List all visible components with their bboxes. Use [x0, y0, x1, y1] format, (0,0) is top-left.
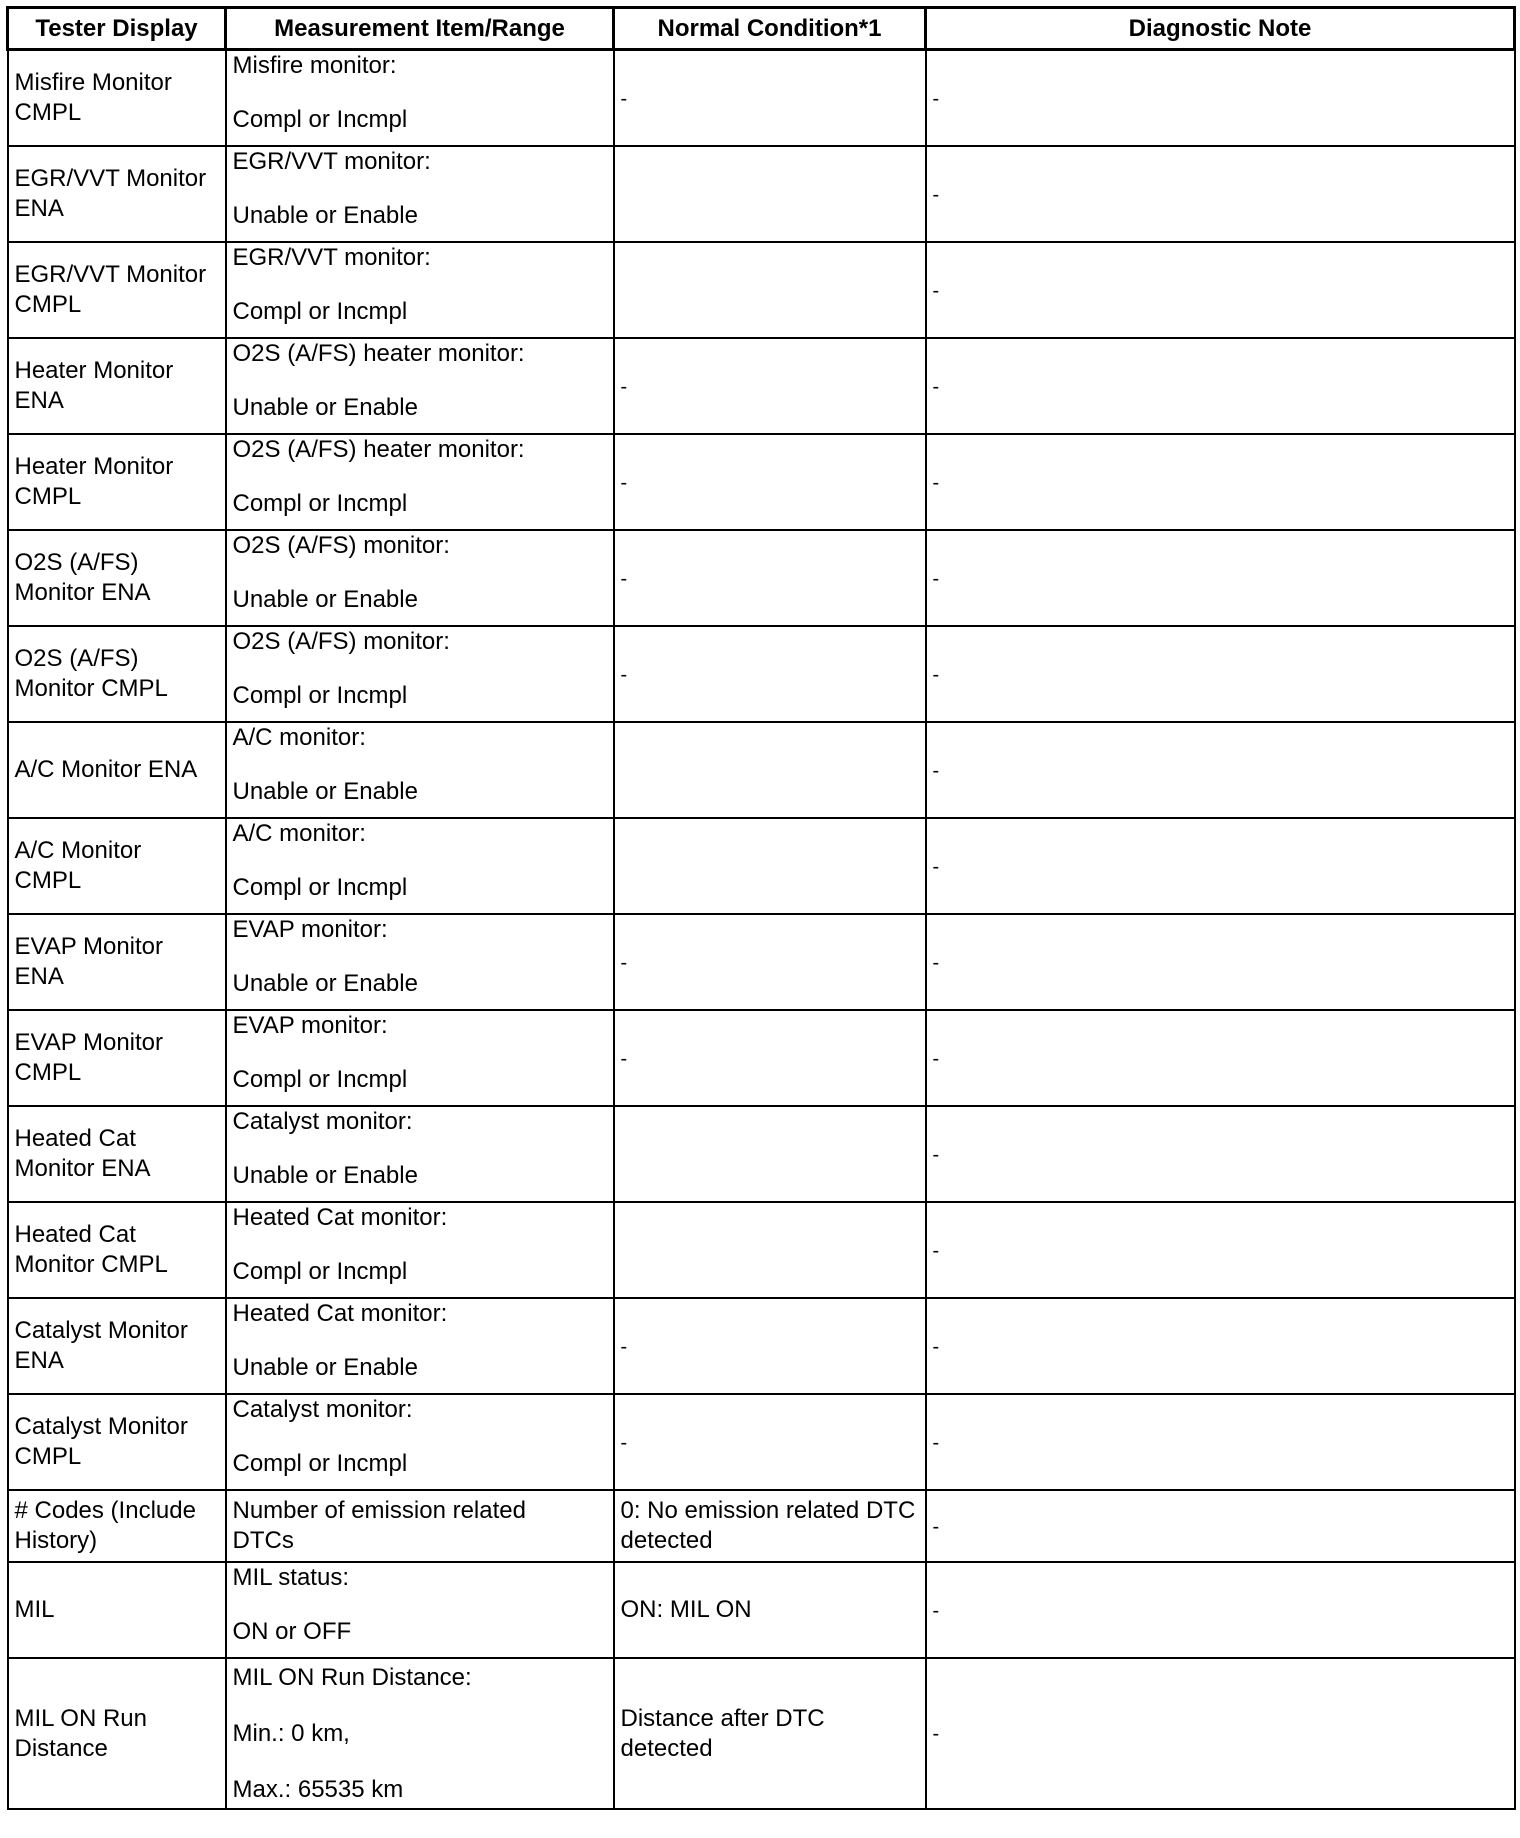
normal-condition-cell	[614, 1202, 926, 1298]
tester-display-text: Heated Cat	[14, 1125, 136, 1152]
normal-condition-text: -	[620, 567, 628, 590]
diagnostic-note-text: -	[932, 87, 940, 110]
normal-condition-text: Distance after DTC detected	[620, 1704, 825, 1762]
normal-condition-cell	[614, 530, 926, 626]
tester-display-text: Monitor ENA	[14, 1155, 151, 1182]
measurement-text: Unable or Enable	[232, 970, 418, 997]
measurement-text: Compl or Incmpl	[232, 490, 408, 517]
normal-condition-cell	[614, 1010, 926, 1106]
measurement-text: Compl or Incmpl	[232, 106, 408, 133]
measurement-text: DTCs	[232, 1527, 294, 1554]
diagnostic-note-cell	[926, 1298, 1515, 1394]
tester-display-text: EGR/VVT Monitor	[14, 261, 207, 288]
diagnostic-note-cell	[926, 1394, 1515, 1490]
normal-condition-text: -	[620, 1047, 628, 1070]
normal-condition-cell	[614, 1394, 926, 1490]
diagnostic-note-text: -	[932, 183, 940, 206]
table-row	[8, 1010, 1515, 1106]
measurement-text: Compl or Incmpl	[232, 1258, 408, 1285]
diagnostic-note-cell	[926, 1562, 1515, 1658]
table-row	[8, 146, 1515, 242]
tester-display-text: CMPL	[14, 867, 82, 894]
tester-display-text: A/C Monitor ENA	[14, 756, 198, 783]
tester-display-text: Heated Cat	[14, 1221, 136, 1248]
measurement-text: Compl or Incmpl	[232, 874, 408, 901]
measurement-text: Number of emission related	[232, 1497, 526, 1524]
tester-display-cell	[8, 434, 226, 530]
tester-display-cell	[8, 626, 226, 722]
diagnostic-note-cell	[926, 1490, 1515, 1562]
measurement-cell	[226, 1106, 614, 1202]
header-tester-display: Tester Display	[8, 8, 226, 50]
header-measurement-item: Measurement Item/Range	[226, 8, 614, 50]
table-row	[8, 626, 1515, 722]
tester-display-text: ENA	[14, 963, 64, 990]
normal-condition-text: -	[620, 375, 628, 398]
measurement-text: Compl or Incmpl	[232, 1066, 408, 1093]
tester-display-text: CMPL	[14, 483, 82, 510]
tester-display-text: Monitor CMPL	[14, 675, 168, 702]
normal-condition-text: -	[620, 87, 628, 110]
diagnostic-note-text: -	[932, 1335, 940, 1358]
measurement-text: Unable or Enable	[232, 394, 418, 421]
normal-condition-text: -	[620, 1431, 628, 1454]
table-row	[8, 1562, 1515, 1658]
measurement-text: Unable or Enable	[232, 1354, 418, 1381]
measurement-cell	[226, 914, 614, 1010]
measurement-cell	[226, 1562, 614, 1658]
tester-display-cell	[8, 1490, 226, 1562]
tester-display-text: Catalyst Monitor	[14, 1413, 188, 1440]
table-row	[8, 1394, 1515, 1490]
measurement-cell	[226, 1010, 614, 1106]
tester-display-text: MIL	[14, 1596, 55, 1623]
normal-condition-text: 0: No emission related DTC detected	[620, 1497, 916, 1554]
diagnostic-note-text: -	[932, 471, 940, 494]
diagnostic-note-cell	[926, 722, 1515, 818]
measurement-text: Heated Cat monitor:	[232, 1204, 448, 1231]
table-row	[8, 1202, 1515, 1298]
measurement-text: A/C monitor:	[232, 724, 366, 751]
diagnostic-note-cell	[926, 1010, 1515, 1106]
diagnostic-note-cell	[926, 818, 1515, 914]
normal-condition-cell	[614, 242, 926, 338]
table-row	[8, 1658, 1515, 1809]
diagnostic-note-cell	[926, 626, 1515, 722]
table-row	[8, 338, 1515, 434]
measurement-text: EGR/VVT monitor:	[232, 244, 431, 271]
diagnostic-note-text: -	[932, 1431, 940, 1454]
tester-display-text: CMPL	[14, 291, 82, 318]
measurement-text: Compl or Incmpl	[232, 1450, 408, 1477]
tester-display-text: Heater Monitor	[14, 357, 174, 384]
tester-display-cell	[8, 1394, 226, 1490]
normal-condition-cell	[614, 818, 926, 914]
tester-display-text: MIL ON Run	[14, 1704, 147, 1732]
table-row	[8, 1298, 1515, 1394]
tester-display-text: Heater Monitor	[14, 453, 174, 480]
tester-display-text: Misfire Monitor	[14, 69, 172, 96]
tester-display-text: O2S (A/FS)	[14, 549, 139, 576]
measurement-text: Compl or Incmpl	[232, 682, 408, 709]
tester-display-text: Distance	[14, 1734, 108, 1762]
tester-display-cell	[8, 146, 226, 242]
table-body	[8, 50, 1515, 1810]
diagnostic-note-cell	[926, 914, 1515, 1010]
tester-display-cell	[8, 1562, 226, 1658]
measurement-cell	[226, 146, 614, 242]
measurement-cell	[226, 818, 614, 914]
measurement-cell	[226, 434, 614, 530]
normal-condition-cell	[614, 146, 926, 242]
normal-condition-cell	[614, 914, 926, 1010]
tester-display-text: O2S (A/FS)	[14, 645, 139, 672]
tester-display-cell	[8, 1658, 226, 1809]
measurement-text: Unable or Enable	[232, 202, 418, 229]
measurement-text: Heated Cat monitor:	[232, 1300, 448, 1327]
tester-display-text: History)	[14, 1527, 98, 1554]
diagnostic-note-cell	[926, 1658, 1515, 1809]
measurement-text: O2S (A/FS) heater monitor:	[232, 340, 525, 367]
table-row	[8, 434, 1515, 530]
table-row	[8, 50, 1515, 147]
measurement-text: Compl or Incmpl	[232, 298, 408, 325]
tester-display-text: CMPL	[14, 1059, 82, 1086]
measurement-cell	[226, 50, 614, 147]
diagnostic-note-text: -	[932, 567, 940, 590]
normal-condition-cell	[614, 1658, 926, 1809]
measurement-cell	[226, 626, 614, 722]
diagnostic-note-text: -	[932, 1599, 940, 1622]
tester-display-text: ENA	[14, 195, 64, 222]
tester-display-text: CMPL	[14, 1443, 82, 1470]
tester-display-text: Monitor ENA	[14, 579, 151, 606]
tester-display-cell	[8, 338, 226, 434]
normal-condition-cell	[614, 434, 926, 530]
tester-display-text: Catalyst Monitor	[14, 1317, 188, 1344]
measurement-text: Unable or Enable	[232, 778, 418, 805]
diagnostic-note-text: -	[932, 663, 940, 686]
normal-condition-cell	[614, 50, 926, 147]
measurement-cell	[226, 338, 614, 434]
measurement-cell	[226, 722, 614, 818]
measurement-text: EVAP monitor:	[232, 1012, 388, 1039]
measurement-cell	[226, 530, 614, 626]
header-diagnostic-note: Diagnostic Note	[926, 8, 1515, 50]
tester-display-cell	[8, 1106, 226, 1202]
measurement-text: Catalyst monitor:	[232, 1108, 413, 1135]
normal-condition-cell	[614, 1106, 926, 1202]
diagnostic-note-text: -	[932, 1723, 940, 1745]
diagnostic-note-cell	[926, 242, 1515, 338]
data-list-table	[6, 6, 1516, 1810]
table-row	[8, 722, 1515, 818]
tester-display-text: A/C Monitor	[14, 837, 142, 864]
tester-display-cell	[8, 818, 226, 914]
measurement-text: Unable or Enable	[232, 586, 418, 613]
diagnostic-note-text: -	[932, 1515, 940, 1538]
measurement-text: O2S (A/FS) monitor:	[232, 532, 450, 559]
diagnostic-note-text: -	[932, 759, 940, 782]
measurement-cell	[226, 1298, 614, 1394]
tester-display-text: EVAP Monitor	[14, 933, 164, 960]
table-row	[8, 1106, 1515, 1202]
header-row	[8, 8, 1515, 50]
diagnostic-note-cell	[926, 530, 1515, 626]
measurement-text: EVAP monitor:	[232, 916, 388, 943]
measurement-text: Min.: 0 km,	[232, 1719, 350, 1747]
table-row	[8, 530, 1515, 626]
normal-condition-cell	[614, 1562, 926, 1658]
diagnostic-note-text: -	[932, 375, 940, 398]
normal-condition-cell	[614, 1490, 926, 1562]
diagnostic-note-text: -	[932, 279, 940, 302]
measurement-cell	[226, 1202, 614, 1298]
measurement-text: MIL ON Run Distance:	[232, 1663, 472, 1691]
normal-condition-text: ON: MIL ON	[620, 1596, 752, 1623]
normal-condition-cell	[614, 722, 926, 818]
header-normal-condition: Normal Condition*1	[614, 8, 926, 50]
tester-display-cell	[8, 530, 226, 626]
measurement-text: Unable or Enable	[232, 1162, 418, 1189]
tester-display-cell	[8, 722, 226, 818]
measurement-text: Max.: 65535 km	[232, 1775, 404, 1803]
measurement-cell	[226, 1490, 614, 1562]
measurement-text: ON or OFF	[232, 1618, 352, 1645]
measurement-text: O2S (A/FS) heater monitor:	[232, 436, 525, 463]
normal-condition-text: -	[620, 471, 628, 494]
diagnostic-note-text: -	[932, 1047, 940, 1070]
normal-condition-cell	[614, 1298, 926, 1394]
tester-display-cell	[8, 914, 226, 1010]
diagnostic-note-cell	[926, 50, 1515, 147]
tester-display-text: # Codes (Include	[14, 1497, 196, 1524]
measurement-text: A/C monitor:	[232, 820, 366, 847]
tester-display-cell	[8, 1010, 226, 1106]
measurement-text: Catalyst monitor:	[232, 1396, 413, 1423]
tester-display-cell	[8, 1298, 226, 1394]
tester-display-cell	[8, 242, 226, 338]
tester-display-cell	[8, 50, 226, 147]
diagnostic-note-text: -	[932, 1239, 940, 1262]
diagnostic-note-cell	[926, 146, 1515, 242]
measurement-text: Misfire monitor:	[232, 52, 397, 79]
tester-display-text: ENA	[14, 387, 64, 414]
normal-condition-cell	[614, 626, 926, 722]
diagnostic-note-cell	[926, 1106, 1515, 1202]
measurement-cell	[226, 1394, 614, 1490]
diagnostic-note-text: -	[932, 1143, 940, 1166]
measurement-cell	[226, 242, 614, 338]
measurement-cell	[226, 1658, 614, 1809]
normal-condition-text: -	[620, 1335, 628, 1358]
normal-condition-text: -	[620, 951, 628, 974]
table-row	[8, 1490, 1515, 1562]
normal-condition-cell	[614, 338, 926, 434]
tester-display-cell	[8, 1202, 226, 1298]
tester-display-text: Monitor CMPL	[14, 1251, 168, 1278]
diagnostic-note-text: -	[932, 951, 940, 974]
normal-condition-text: -	[620, 663, 628, 686]
measurement-text: EGR/VVT monitor:	[232, 148, 431, 175]
table-row	[8, 242, 1515, 338]
table-row	[8, 818, 1515, 914]
tester-display-text: EVAP Monitor	[14, 1029, 164, 1056]
measurement-text: O2S (A/FS) monitor:	[232, 628, 450, 655]
measurement-text: MIL status:	[232, 1564, 349, 1591]
diagnostic-note-cell	[926, 338, 1515, 434]
diagnostic-note-cell	[926, 434, 1515, 530]
tester-display-text: ENA	[14, 1347, 64, 1374]
diagnostic-note-cell	[926, 1202, 1515, 1298]
tester-display-text: CMPL	[14, 99, 82, 126]
tester-display-text: EGR/VVT Monitor	[14, 165, 207, 192]
table-row	[8, 914, 1515, 1010]
diagnostic-note-text: -	[932, 855, 940, 878]
